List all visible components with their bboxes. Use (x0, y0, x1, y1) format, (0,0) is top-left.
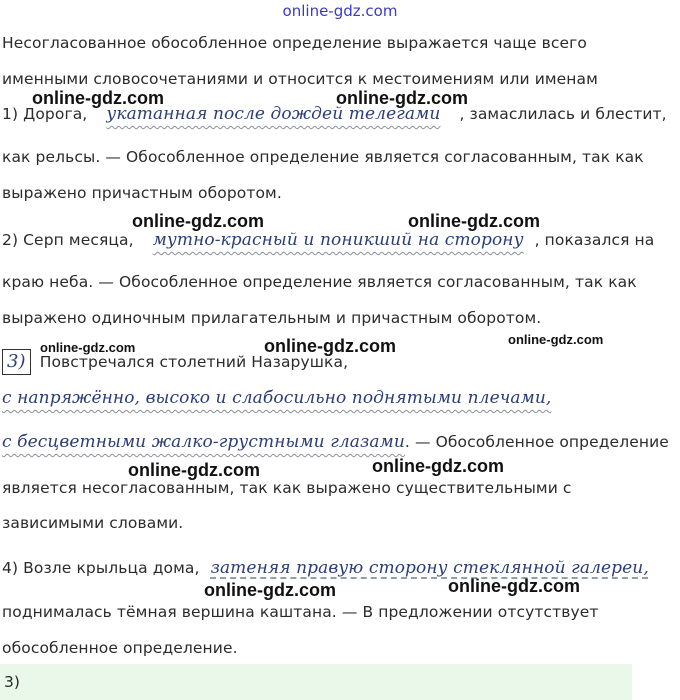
item-2-handwritten-phrase: мутно-красный и поникший на сторону (152, 230, 524, 250)
item-4-line-3: обособленное определение. (2, 639, 238, 657)
item-3-line-3 (2, 432, 669, 452)
intro-line-1: Несогласованное обособленное определение выражается чаще всего (2, 34, 587, 52)
item-3-handwritten-line-1: с напряжённо, высоко и слабосильно поднятыми плечами, (2, 388, 552, 408)
watermark-overlay: online-gdz.com (32, 88, 164, 108)
item-3-number-boxed: 3) (2, 349, 31, 375)
item-2-end: , показался на (534, 231, 655, 249)
item-3-end: . — Обособленное определение (404, 433, 669, 451)
watermark-overlay: online-gdz.com (408, 211, 540, 231)
item-4-handwritten-phrase: затеняя правую сторону стеклянной галереи, (210, 558, 649, 578)
watermark-overlay: online-gdz.com (132, 211, 264, 231)
item-4-line-2: поднималась тёмная вершина каштана. — В предложении отсутствует (2, 603, 599, 621)
item-1-line-3: выражено причастным оборотом. (2, 184, 282, 202)
watermark-overlay: online-gdz.com (336, 88, 468, 108)
item-1-start: 1) Дорога, (2, 105, 88, 123)
watermark-overlay: online-gdz.com (448, 576, 580, 596)
item-1-end: , замаслилась и блестит, (459, 105, 667, 123)
item-2-start: 2) Серп месяца, (2, 231, 134, 249)
item-1-handwritten-phrase: укатанная после дождей телегами (106, 104, 441, 124)
item-3-start: Повстречался столетний Назарушка, (39, 353, 349, 371)
item-2-line-3: выражено одиночным прилагательным и причастным оборотом. (2, 309, 542, 327)
watermark-overlay-small: online-gdz.com (508, 332, 604, 347)
watermark-overlay: online-gdz.com (372, 456, 504, 476)
answer-bar (0, 664, 632, 700)
item-3-line-5: зависимыми словами. (2, 514, 184, 532)
watermark-overlay: online-gdz.com (128, 460, 260, 480)
watermark-overlay-small: online-gdz.com (40, 340, 136, 355)
item-3-handwritten-line-2: с бесцветными жалко-грустными глазами (2, 432, 405, 452)
intro-line-2: именными словосочетаниями и относится к местоимениям или именам (2, 70, 598, 88)
site-watermark-top: online-gdz.com (282, 2, 398, 20)
item-2-line-2: краю неба. — Обособленное определение является согласованным, так как (2, 273, 637, 291)
item-1-line-2: как рельсы. — Обособленное определение является согласованным, так как (2, 148, 644, 166)
watermark-overlay: online-gdz.com (204, 580, 336, 600)
item-2-line-1 (2, 230, 654, 250)
watermark-overlay: online-gdz.com (264, 336, 396, 356)
item-4-start: 4) Возле крыльца дома, (2, 559, 200, 577)
item-3-line-4: является несогласованным, так как выражено существительными с (2, 479, 572, 497)
answer-value: 3) (4, 673, 20, 691)
item-4-line-1 (2, 558, 649, 578)
